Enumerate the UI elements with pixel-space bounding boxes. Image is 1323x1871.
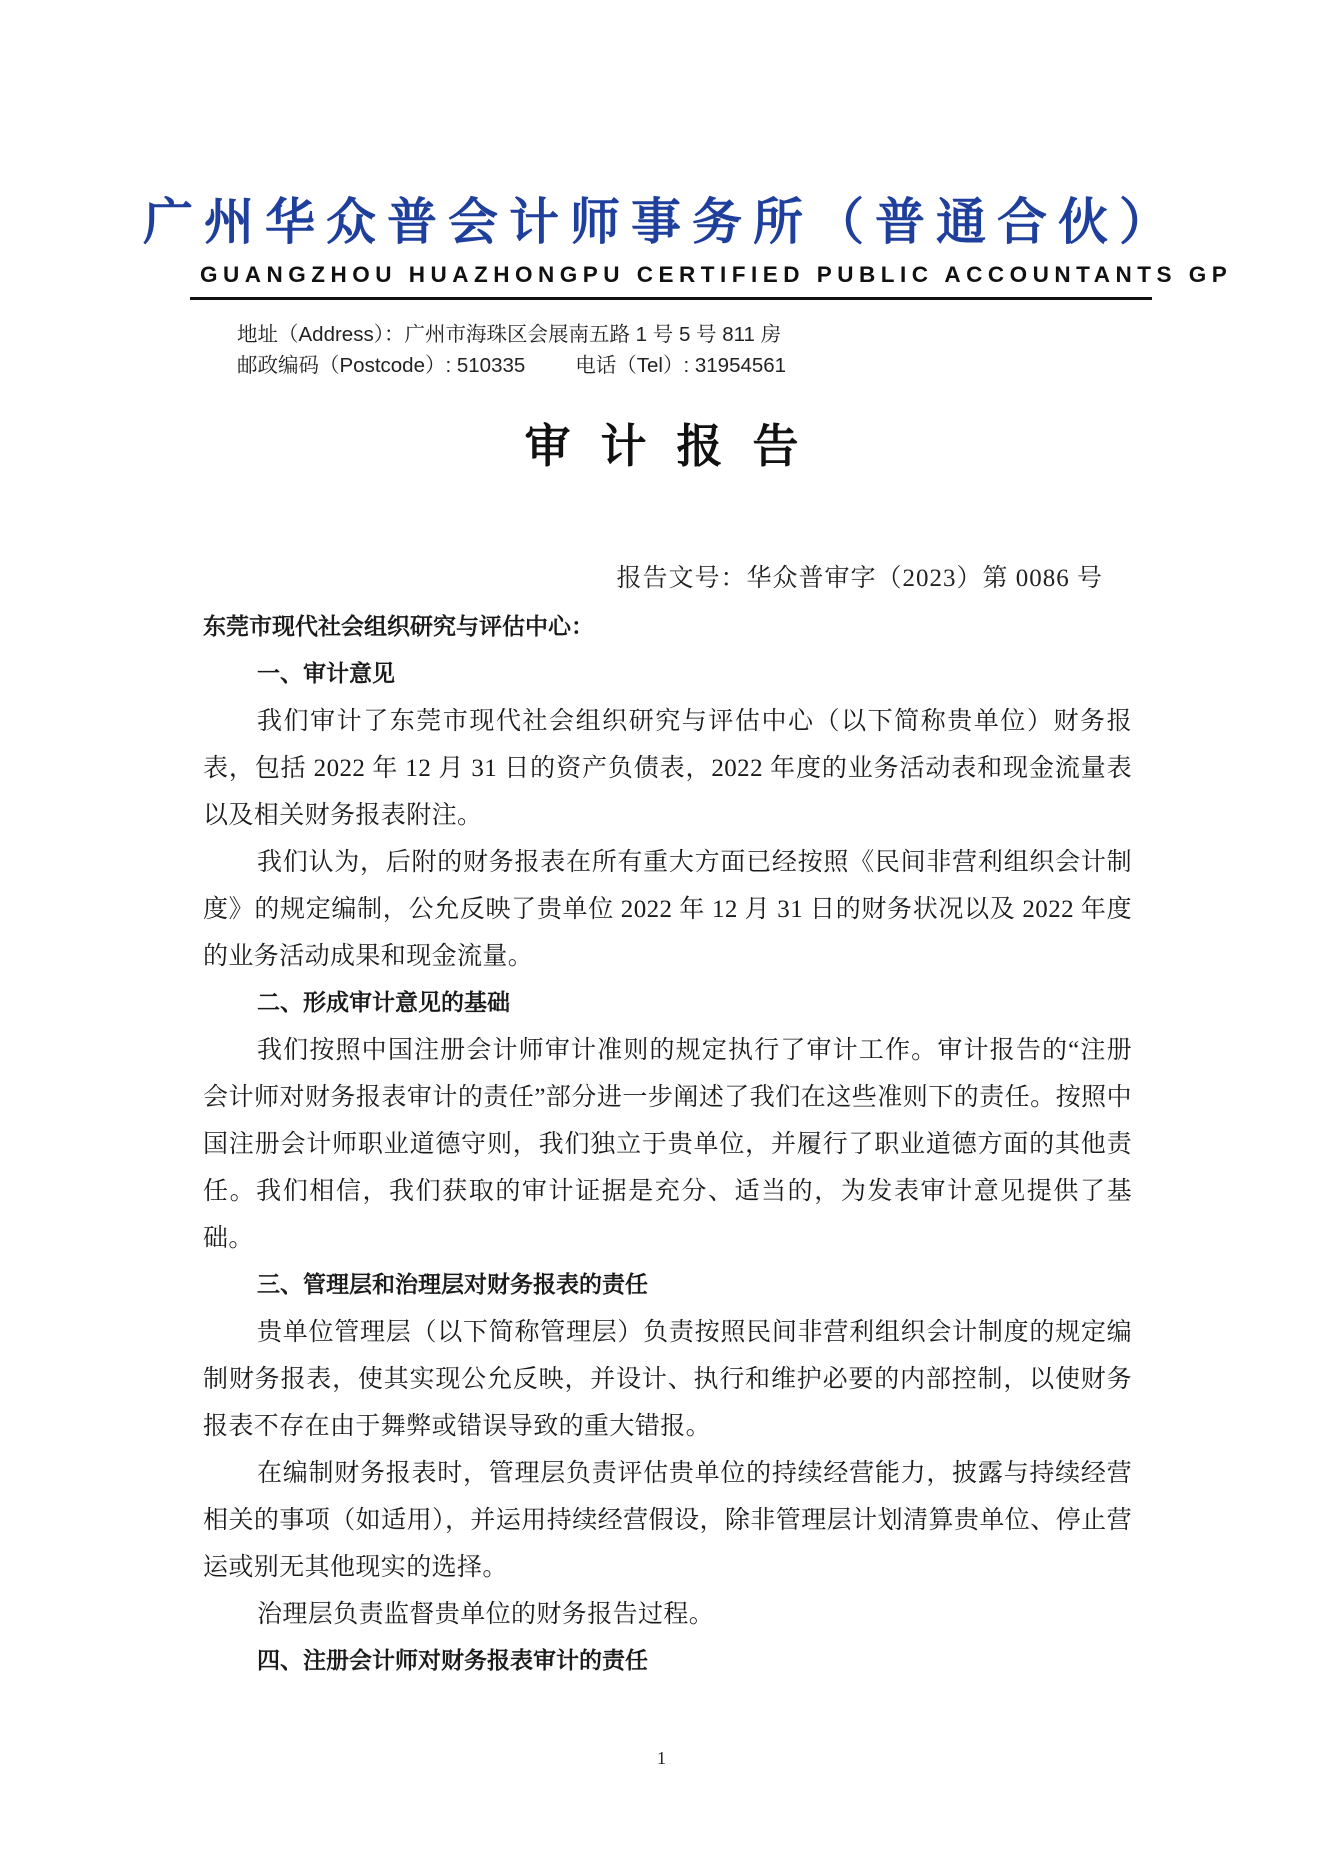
section-heading-management-responsibility: 三、管理层和治理层对财务报表的责任 bbox=[257, 1272, 648, 1298]
report-reference-number: 报告文号：华众普审字（2023）第 0086 号 bbox=[616, 565, 1103, 592]
management-paragraph-1: 贵单位管理层（以下简称管理层）负责按照民间非营利组织会计制度的规定编制财务报表，使其实现公允反映，并设计、执行和维护必要的内部控制，以使财务报表不存在由于舞弊或错误导致的重大错报。 bbox=[203, 1319, 1132, 1440]
opinion-paragraph-1: 我们审计了东莞市现代社会组织研究与评估中心（以下简称贵单位）财务报表，包括 2022 年 12 月 31 日的资产负债表，2022 年度的业务活动表和现金流量表以及相关财务报表附注。 bbox=[203, 708, 1132, 829]
firm-telephone: 电话（Tel）: 31954561 bbox=[575, 354, 787, 377]
report-body bbox=[203, 604, 1132, 1685]
report-title: 审计报告 bbox=[524, 419, 829, 473]
firm-contact-line bbox=[237, 353, 786, 379]
management-paragraph-3: 治理层负责监督贵单位的财务报告过程。 bbox=[257, 1601, 715, 1628]
basis-paragraph-1: 我们按照中国注册会计师审计准则的规定执行了审计工作。审计报告的“注册会计师对财务报表审计的责任”部分进一步阐述了我们在这些准则下的责任。按照中国注册会计师职业道德守则，我们独立于贵单位，并履行了职业道德方面的其他责任。我们相信，我们获取的审计证据是充分、适当的，为发表审计意见提供了基础。 bbox=[203, 1037, 1132, 1252]
firm-address: 地址（Address）：广州市海珠区会展南五路 1 号 5 号 811 房 bbox=[237, 323, 782, 346]
firm-name-english: GUANGZHOU HUAZHONGPU CERTIFIED PUBLIC ACCOUNTANTS GP bbox=[200, 262, 1233, 287]
section-heading-basis: 二、形成审计意见的基础 bbox=[257, 990, 510, 1016]
header-divider bbox=[190, 297, 1152, 300]
report-addressee: 东莞市现代社会组织研究与评估中心： bbox=[203, 614, 594, 640]
firm-name-chinese: 广州华众普会计师事务所（普通合伙） bbox=[143, 192, 1180, 251]
section-heading-auditor-responsibility: 四、注册会计师对财务报表审计的责任 bbox=[257, 1648, 648, 1674]
section-heading-opinion: 一、审计意见 bbox=[257, 661, 395, 687]
opinion-paragraph-2: 我们认为，后附的财务报表在所有重大方面已经按照《民间非营利组织会计制度》的规定编制，公允反映了贵单位 2022 年 12 月 31 日的财务状况以及 2022 年度的业务活动成果和现金流量。 bbox=[203, 849, 1132, 970]
page-number: 1 bbox=[657, 1748, 666, 1768]
management-paragraph-2: 在编制财务报表时，管理层负责评估贵单位的持续经营能力，披露与持续经营相关的事项（如适用），并运用持续经营假设，除非管理层计划清算贵单位、停止营运或别无其他现实的选择。 bbox=[203, 1460, 1132, 1581]
firm-postcode: 邮政编码（Postcode）: 510335 bbox=[237, 354, 526, 377]
